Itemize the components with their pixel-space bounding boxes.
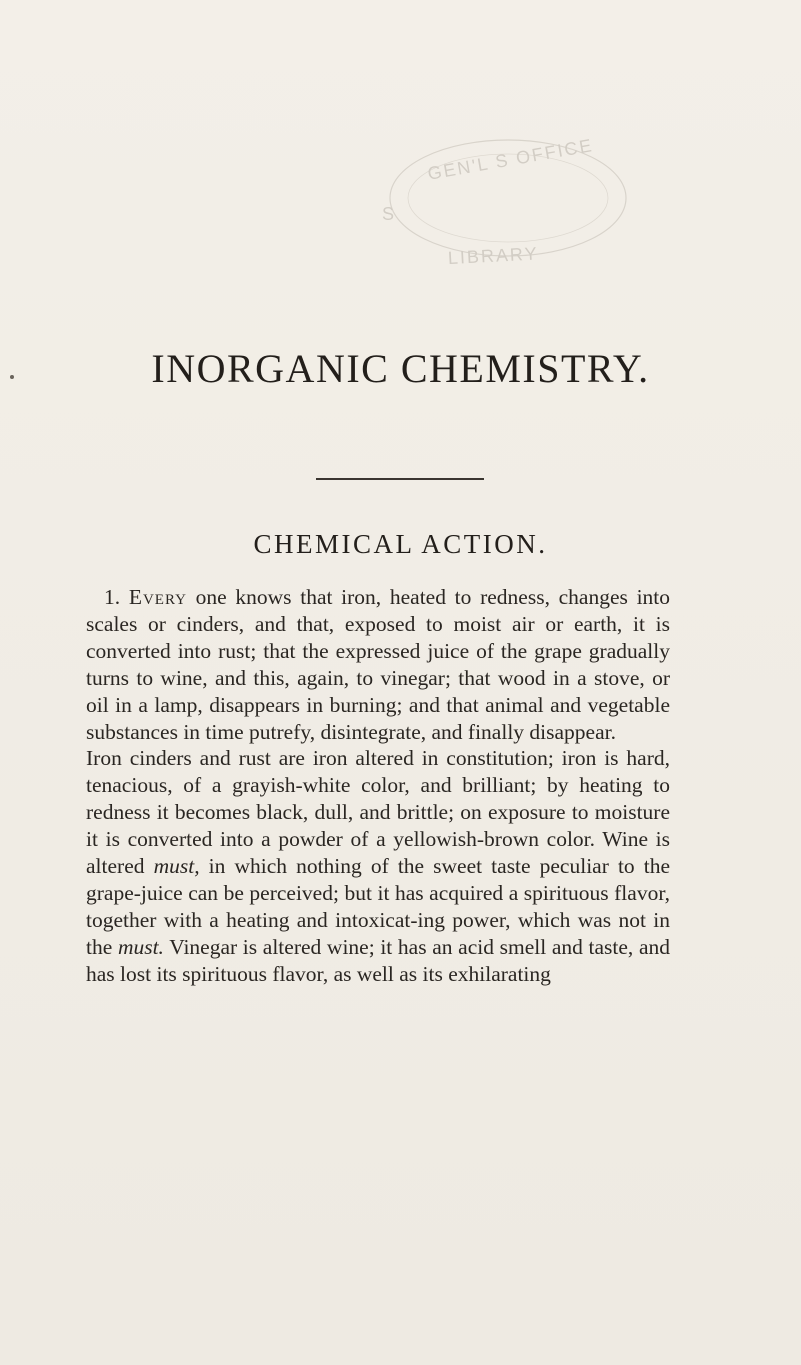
paragraph-1-text: one knows that iron, heated to redness, changes into scales or cinders, and that, exposed to moist air or earth, it is converted into rust; that the expressed juice of the grape gradually turns to wine, and this, again, to vinegar; that wood in a stove, or oil in a lamp, disappears in burning; and that animal and vegetable substances in time putrefy, disintegrate, and finally disappear.: [86, 585, 671, 744]
emphasis-must-1: must,: [153, 854, 200, 879]
paragraph-1: [86, 584, 670, 745]
emphasis-must-2: must.: [117, 934, 164, 959]
body-text: [86, 584, 670, 988]
paragraph-lead-word: Every: [128, 585, 187, 609]
paragraph-2-part-1: Iron cinders and rust are iron altered in constitution; iron is hard, tenacious, of a grayish-white color, and brilliant; by heating to redness it becomes black, dull, and brittle; on exposure to moisture it is converted into a powder of a yellowish-brown color. Wine is altered: [86, 746, 670, 879]
stamp-left-text: S: [382, 204, 397, 224]
stamp-top-text: GEN'L S OFFICE: [426, 135, 595, 184]
book-title: INORGANIC CHEMISTRY.: [151, 346, 650, 391]
section-title: CHEMICAL ACTION.: [253, 529, 548, 559]
paragraph-2-part-3: Vinegar is altered wine; it has an acid smell and taste, and has lost its spirituous flavor, as well as its exhilarating: [86, 934, 670, 986]
paragraph-2: [86, 745, 670, 987]
paragraph-2-part-2: in which nothing of the sweet taste peculiar to the grape-juice can be perceived; but it has acquired a spirituous flavor, together with a heating and intoxicat-ing power, which was not in the: [86, 854, 671, 959]
library-stamp: [368, 128, 638, 278]
stamp-bottom-text: LIBRARY: [447, 243, 540, 269]
title-divider: [316, 478, 484, 480]
paragraph-number: 1.: [104, 585, 121, 609]
